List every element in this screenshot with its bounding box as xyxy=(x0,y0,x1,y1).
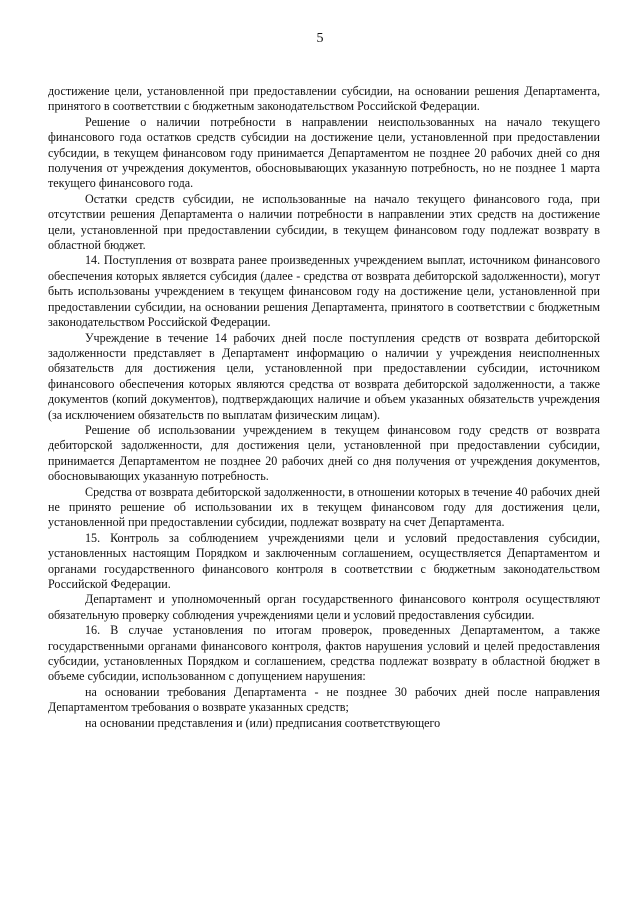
paragraph-prescription: на основании представления и (или) предписания соответствующего xyxy=(85,715,441,730)
document-body xyxy=(48,84,600,731)
paragraph-institution-report: Учреждение в течение 14 рабочих дней после поступления средств от возврата дебиторской задолженности представляет в Департамент информацию о наличии у учреждения неисполненных обязательств для достижения цели, установленной при предоставлении субсидии, источником финансового обеспечения которых являются средства от возврата дебиторской задолженности, а также документов (копий документов), подтверждающих наличие и объем указанных обязательств учреждения (за исключением обязательств по выплатам физическим лицам). xyxy=(48,330,600,422)
paragraph-receivables-return: Средства от возврата дебиторской задолженности, в отношении которых в течение 40 рабочих дней не принято решение об использовании их в текущем финансовом году для достижения цели, установленной при предоставлении субсидии, подлежат возврату на счет Департамента. xyxy=(48,484,600,530)
paragraph-use-decision: Решение об использовании учреждением в текущем финансовом году средств от возврата дебиторской задолженности, для достижения цели, установленной при предоставлении субсидии, принимается Департаментом не позднее 20 рабочих дней со дня получения от учреждения документов, обосновывающих указанную потребность. xyxy=(48,422,600,484)
paragraph-goal-achievement: достижение цели, установленной при предоставлении субсидии, на основании решения Департамента, принятого в соответствии с бюджетным законодательством Российской Федерации. xyxy=(48,84,600,114)
paragraph-clause-14: 14. Поступления от возврата ранее произведенных учреждением выплат, источником финансового обеспечения которых является субсидия (далее - средства от возврата дебиторской задолженности), могут быть использованы учреждением в текущем финансовом году на достижение цели, установленной при предоставлении субсидии, на основании решения Департамента, принятого в соответствии с бюджетным законодательством Российской Федерации. xyxy=(48,253,600,330)
paragraph-unused-balance-return: Остатки средств субсидии, не использованные на начало текущего финансового года, при отсутствии решения Департамента о наличии потребности в направлении этих средств на достижение цели, установленной при предоставлении субсидии, в текущем финансовом году подлежат возврату в областной бюджет. xyxy=(48,191,600,253)
paragraph-mandatory-check: Департамент и уполномоченный орган государственного финансового контроля осуществляют обязательную проверку соблюдения учреждениями цели и условий предоставления субсидии. xyxy=(48,592,600,622)
page-number: 5 xyxy=(316,31,324,46)
paragraph-clause-15: 15. Контроль за соблюдением учреждениями цели и условий предоставления субсидии, установленных настоящим Порядком и заключенным соглашением, осуществляется Департаментом и органами государственного финансового контроля в соответствии с бюджетным законодательством Российской Федерации. xyxy=(48,530,600,591)
paragraph-unused-balance-decision: Решение о наличии потребности в направлении неиспользованных на начало текущего финансового года остатков средств субсидии на достижение цели, установленной при предоставлении субсидии, в текущем финансовом году принимается Департаментом не позднее 20 рабочих дней со дня получения от учреждения документов, обосновывающих указанную потребность, но не позднее 1 марта текущего финансового года. xyxy=(48,114,600,191)
paragraph-department-requirement: на основании требования Департамента - не позднее 30 рабочих дней после направления Департаментом требования о возврате указанных средств; xyxy=(48,684,600,715)
paragraph-clause-16: 16. В случае установления по итогам проверок, проведенных Департаментом, а также государственными органами финансового контроля, фактов нарушения условий и целей предоставления субсидии, установленных Порядком и соглашением, средства подлежат возврату в областной бюджет в объеме субсидии, использованном с допущением нарушения: xyxy=(48,623,600,684)
